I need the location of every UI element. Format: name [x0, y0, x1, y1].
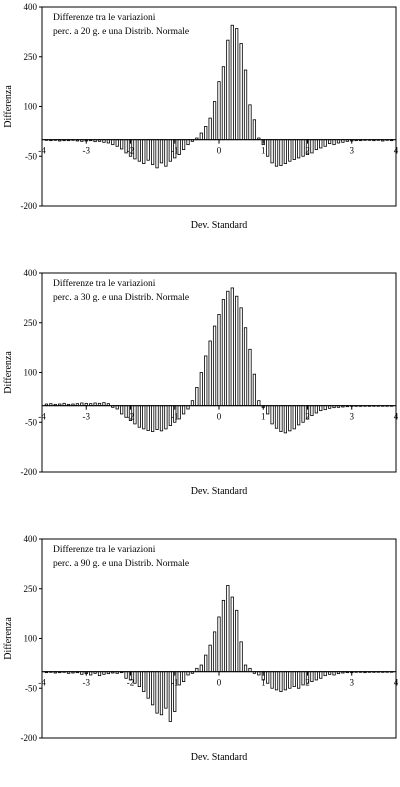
bar [200, 133, 202, 140]
bar [315, 140, 317, 150]
y-tick-label: 400 [23, 2, 37, 12]
x-axis-title: Dev. Standard [190, 220, 248, 231]
chart-20-days [0, 0, 400, 255]
x-tick-label: 2 [305, 411, 310, 422]
y-tick-label: 250 [23, 51, 37, 62]
y-tick-label: 100 [23, 101, 37, 112]
bar [151, 672, 153, 705]
x-tick-label: -4 [38, 145, 46, 156]
bar [324, 406, 326, 410]
bar [253, 374, 255, 406]
bar [147, 672, 149, 699]
bar [324, 672, 326, 676]
bar [222, 600, 224, 671]
bar [227, 585, 229, 671]
bar [249, 349, 251, 405]
bar [289, 406, 291, 431]
bar [213, 632, 215, 672]
x-tick-label: -1 [171, 145, 179, 156]
bar [120, 406, 122, 414]
bar [333, 140, 335, 145]
chart-title-line: perc. a 20 g. e una Distrib. Normale [53, 27, 190, 37]
bar [222, 67, 224, 140]
bar [200, 373, 202, 406]
bar [302, 672, 304, 685]
bar [275, 406, 277, 429]
bar [227, 291, 229, 405]
bar [231, 288, 233, 406]
bar [138, 406, 140, 428]
bar [218, 82, 220, 140]
x-tick-label: -3 [82, 145, 90, 156]
bar [218, 314, 220, 405]
bar [182, 672, 184, 682]
bar [182, 406, 184, 414]
chart-30-days [0, 266, 400, 521]
chart-panel-30-days [0, 266, 400, 521]
y-axis-title: Differenza [3, 351, 14, 394]
bar [156, 140, 158, 168]
bar [284, 140, 286, 164]
bar [156, 672, 158, 713]
x-tick-label: 3 [349, 677, 354, 688]
bar [249, 105, 251, 140]
x-tick-label: -1 [171, 411, 179, 422]
bar [205, 655, 207, 672]
bar [116, 140, 118, 147]
bar [284, 672, 286, 690]
bar [266, 406, 268, 414]
bar [235, 610, 237, 671]
bar [289, 140, 291, 162]
x-tick-label: 3 [349, 411, 354, 422]
bar [280, 406, 282, 432]
bar [258, 401, 260, 406]
x-tick-label: -2 [126, 145, 135, 156]
bar [147, 406, 149, 431]
x-tick-label: 2 [305, 677, 310, 688]
chart-90-days [0, 532, 400, 787]
bar [182, 140, 184, 150]
y-axis-title: Differenza [3, 85, 14, 128]
bar [284, 406, 286, 433]
bar [280, 140, 282, 166]
bar [302, 406, 304, 423]
x-tick-label: 0 [216, 145, 222, 156]
bar [209, 118, 211, 140]
x-axis-title: Dev. Standard [190, 486, 248, 497]
bar [235, 296, 237, 405]
bar [244, 70, 246, 140]
bar [297, 672, 299, 689]
x-tick-label: -3 [82, 677, 90, 688]
bar [165, 406, 167, 429]
y-tick-label: -200 [20, 201, 37, 211]
bar [297, 140, 299, 158]
bar [240, 642, 242, 672]
bar [293, 672, 295, 687]
bar [156, 406, 158, 430]
chart-title-line: Differenze tra le variazioni [53, 13, 156, 23]
bar [320, 406, 322, 411]
bar [244, 665, 246, 672]
y-tick-label: -200 [20, 733, 37, 743]
bar [275, 672, 277, 690]
bar [138, 140, 140, 162]
bar [324, 140, 326, 147]
bar [205, 356, 207, 406]
bar [297, 406, 299, 425]
bar [302, 140, 304, 157]
y-tick-label: -50 [25, 683, 37, 694]
bar [222, 300, 224, 406]
bar [209, 341, 211, 406]
bar [209, 645, 211, 672]
y-tick-label: -50 [25, 151, 37, 162]
bar [231, 25, 233, 139]
bar [231, 597, 233, 672]
x-tick-label: -2 [126, 677, 135, 688]
bar [165, 140, 167, 167]
chart-title-line: perc. a 90 g. e una Distrib. Normale [53, 559, 190, 569]
bar [160, 406, 162, 431]
x-tick-label: -4 [38, 677, 46, 688]
bar [244, 328, 246, 406]
bar [213, 102, 215, 140]
bar [143, 672, 145, 692]
bar [271, 140, 273, 163]
bar [213, 326, 215, 406]
bar [266, 672, 268, 684]
x-tick-label: 1 [261, 145, 266, 156]
bar [315, 672, 317, 680]
x-tick-label: 2 [305, 145, 310, 156]
bar [191, 401, 193, 406]
bar [151, 140, 153, 165]
bar [98, 672, 100, 676]
bar [328, 140, 330, 144]
bar [196, 387, 198, 405]
y-tick-label: 400 [23, 268, 37, 278]
x-tick-label: 4 [393, 145, 399, 156]
y-tick-label: 100 [23, 367, 37, 378]
bar [187, 140, 189, 145]
y-tick-label: 250 [23, 583, 37, 594]
bar [160, 140, 162, 163]
y-tick-label: -50 [25, 417, 37, 428]
bar [143, 140, 145, 164]
y-axis-title: Differenza [3, 617, 14, 660]
bar [320, 672, 322, 679]
x-tick-label: -3 [82, 411, 90, 422]
bar [138, 672, 140, 687]
y-tick-label: 400 [23, 534, 37, 544]
chart-panel-90-days [0, 532, 400, 787]
x-axis-title: Dev. Standard [190, 752, 248, 763]
bar [271, 406, 273, 424]
bar [315, 406, 317, 413]
x-tick-label: -1 [171, 677, 179, 688]
x-tick-label: 3 [349, 145, 354, 156]
chart-title-line: Differenze tra le variazioni [53, 545, 156, 555]
x-tick-label: 1 [261, 411, 266, 422]
x-tick-label: -4 [38, 411, 46, 422]
bar [218, 617, 220, 672]
bar [311, 672, 313, 682]
y-tick-label: 250 [23, 317, 37, 328]
bar [280, 672, 282, 692]
bar [160, 672, 162, 715]
bar [147, 140, 149, 161]
chart-title-line: Differenze tra le variazioni [53, 279, 156, 289]
bar [235, 29, 237, 140]
chart-panel-20-days [0, 0, 400, 255]
bar [293, 406, 295, 429]
bar [266, 140, 268, 157]
x-tick-label: 4 [393, 677, 399, 688]
chart-title-line: perc. a 30 g. e una Distrib. Normale [53, 293, 190, 303]
bar [151, 406, 153, 432]
bar [200, 665, 202, 672]
bar [311, 140, 313, 153]
bar [143, 406, 145, 429]
bar [320, 140, 322, 148]
x-tick-label: 4 [393, 411, 399, 422]
bar [271, 672, 273, 689]
bar [227, 40, 229, 140]
bar [275, 140, 277, 167]
y-tick-label: 100 [23, 633, 37, 644]
x-tick-label: 0 [216, 677, 222, 688]
bar [240, 43, 242, 139]
bar [112, 140, 114, 145]
bar [289, 672, 291, 689]
bar [253, 120, 255, 140]
bar [120, 140, 122, 149]
bar [205, 126, 207, 139]
x-tick-label: 0 [216, 411, 222, 422]
x-tick-label: -2 [126, 411, 135, 422]
bar [293, 140, 295, 160]
x-tick-label: 1 [261, 677, 266, 688]
bar [165, 672, 167, 708]
bar [240, 308, 242, 406]
bar [311, 406, 313, 416]
y-tick-label: -200 [20, 467, 37, 477]
